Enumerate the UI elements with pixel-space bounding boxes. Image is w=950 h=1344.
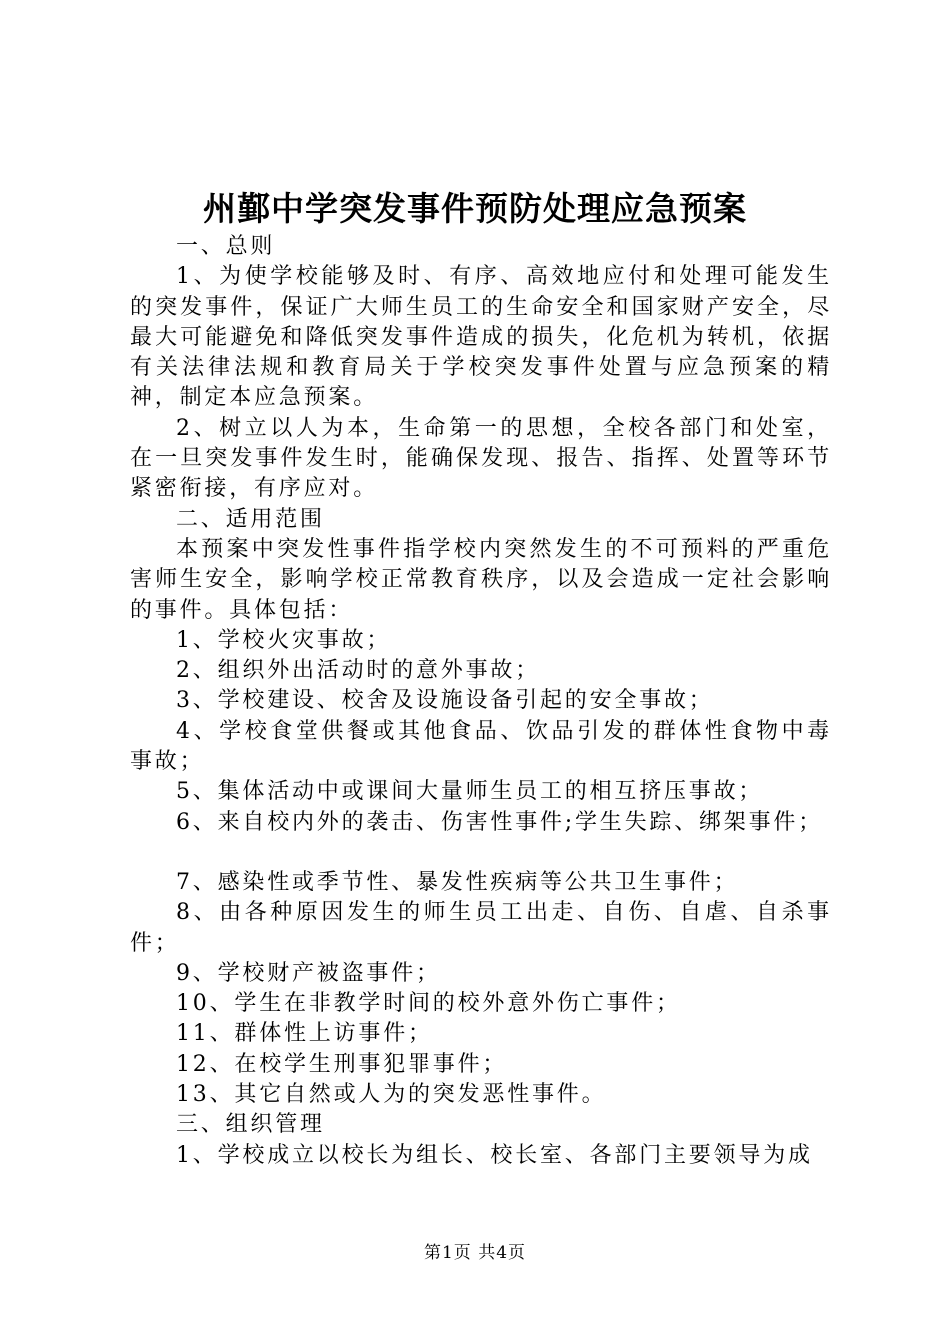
paragraph: 2、树立以人为本，生命第一的思想，全校各部门和处室，在一旦突发事件发生时，能确保发现、报告、指挥、处置等环节紧密衔接，有序应对。	[130, 415, 832, 502]
list-item: 1、学校火灾事故；	[176, 627, 392, 653]
document-title: 州鄞中学突发事件预防处理应急预案	[203, 189, 747, 228]
list-item: 8、由各种原因发生的师生员工出走、自伤、自虐、自杀事件；	[130, 900, 832, 956]
document-body	[130, 232, 832, 1171]
list-item: 13、其它自然或人为的突发恶性事件。	[176, 1082, 607, 1108]
list-item: 6、来自校内外的袭击、伤害性事件;学生失踪、绑架事件；	[176, 809, 824, 835]
list-item: 4、学校食堂供餐或其他食品、饮品引发的群体性食物中毒事故；	[130, 718, 832, 775]
list-item: 10、学生在非教学时间的校外意外伤亡事件；	[176, 991, 681, 1017]
section-heading: 三、组织管理	[176, 1112, 325, 1138]
paragraph: 1、为使学校能够及时、有序、高效地应付和处理可能发生的突发事件，保证广大师生员工的生命安全和国家财产安全，尽最大可能避免和降低突发事件造成的损失，化危机为转机，依据有关法律法规和教育局关于学校突发事件处置与应急预案的精神，制定本应急预案。	[130, 264, 832, 411]
list-item: 5、集体活动中或课间大量师生员工的相互挤压事故；	[176, 779, 764, 805]
section-heading: 二、适用范围	[176, 506, 325, 532]
list-item: 3、学校建设、校舍及设施设备引起的安全事故；	[176, 688, 714, 714]
paragraph: 1、学校成立以校长为组长、校长室、各部门主要领导为成	[176, 1142, 813, 1168]
list-item: 12、在校学生刑事犯罪事件；	[176, 1051, 508, 1077]
paragraph: 本预案中突发性事件指学校内突然发生的不可预料的严重危害师生安全，影响学校正常教育秩序，以及会造成一定社会影响的事件。具体包括：	[130, 536, 832, 623]
section-heading: 一、总则	[176, 234, 276, 259]
list-item: 11、群体性上访事件；	[176, 1021, 433, 1047]
list-item: 2、组织外出活动时的意外事故；	[176, 658, 540, 684]
page-number-footer: 第1页 共4页	[423, 1243, 527, 1263]
list-item: 9、学校财产被盗事件；	[176, 960, 441, 986]
list-item: 7、感染性或季节性、暴发性疾病等公共卫生事件；	[176, 869, 739, 895]
